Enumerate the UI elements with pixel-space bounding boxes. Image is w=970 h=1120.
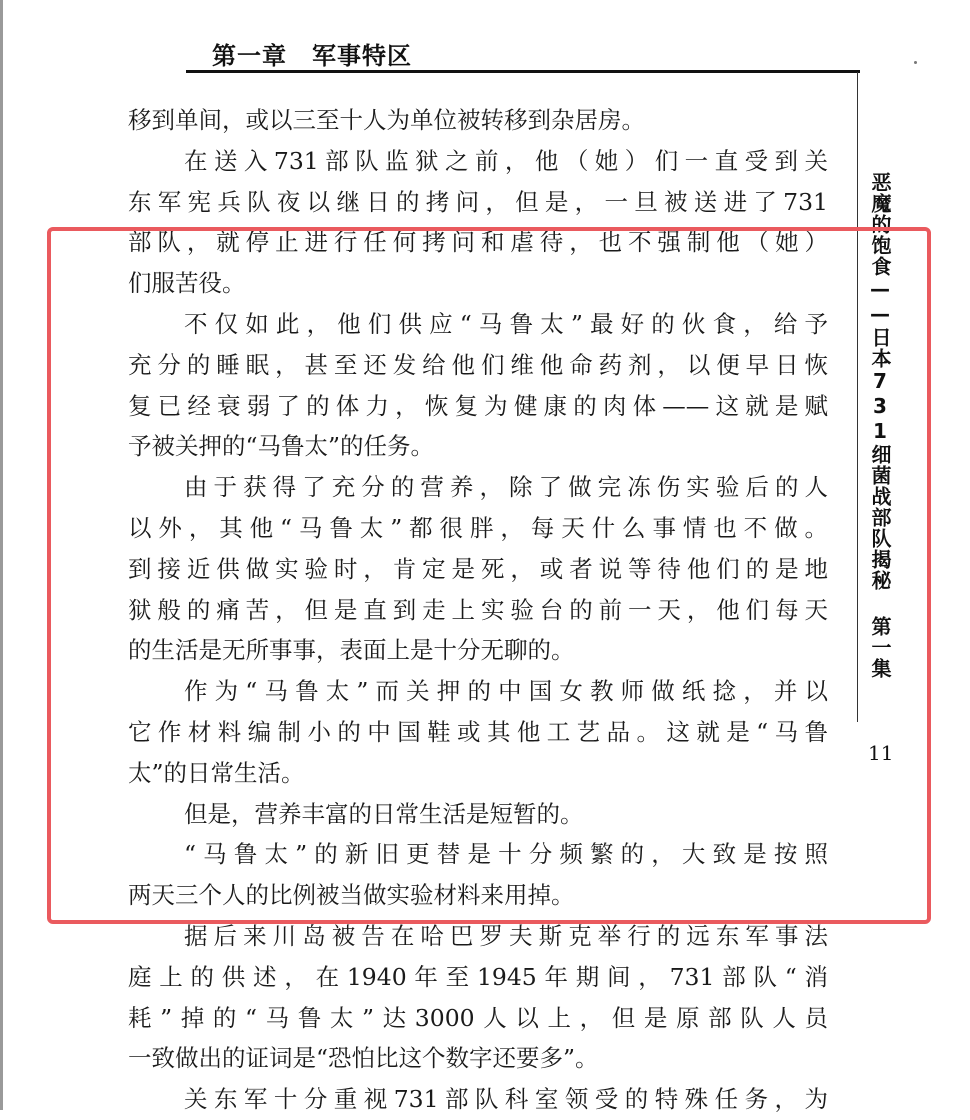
text-line: 到接近供做实验时，肯定是死，或者说等待他们的是地 <box>128 554 828 583</box>
text-line: 但是，营养丰富的日常生活是短暂的。 <box>184 799 584 828</box>
text-line: 庭上的供述，在1940年至1945年期间，731部队“消 <box>128 962 828 991</box>
text-line: 在送入731部队监狱之前，他（她）们一直受到关 <box>184 146 828 175</box>
text-line: 移到单间，或以三至十人为单位被转移到杂居房。 <box>128 106 645 134</box>
page-left-edge <box>0 0 3 1110</box>
text-line: 作为“马鲁太”而关押的中国女教师做纸捻，并以 <box>184 677 828 706</box>
text-line: 太”的日常生活。 <box>128 758 305 787</box>
text-line: 关东军十分重视731部队科室领受的特殊任务，为 <box>184 1085 828 1114</box>
text-line: 部队，就停止进行任何拷问和虐待，也不强制他（她） <box>128 228 828 257</box>
text-line: 不仅如此，他们供应“马鲁太”最好的伙食，给予 <box>184 309 828 338</box>
text-line: 它作材料编制小的中国鞋或其他工艺品。这就是“马鲁 <box>128 717 828 746</box>
text-line: 耗”掉的“马鲁太”达3000人以上，但是原部队人员 <box>128 1003 828 1032</box>
header-rule <box>186 70 860 73</box>
page-number: 11 <box>868 741 894 765</box>
text-line: 充分的睡眠，甚至还发给他们维他命药剂，以便早日恢 <box>128 350 828 379</box>
scan-dot <box>914 61 917 64</box>
text-line: 们服苦役。 <box>128 269 246 298</box>
text-line: 予被关押的“马鲁太”的任务。 <box>128 432 435 461</box>
text-line: 据后来川岛被告在哈巴罗夫斯克举行的远东军事法 <box>184 921 828 950</box>
text-line: 狱般的痛苦，但是直到走上实验台的前一天，他们每天 <box>128 595 828 624</box>
text-line: 以外，其他“马鲁太”都很胖，每天什么事情也不做。 <box>128 513 828 542</box>
side-book-title: 恶魔的饱食——日本731细菌战部队揭秘 第一集 <box>868 172 892 679</box>
text-line: 东军宪兵队夜以继日的拷问，但是，一旦被送进了731 <box>128 187 828 216</box>
text-line: 复已经衰弱了的体力，恢复为健康的肉体——这就是赋 <box>128 391 828 420</box>
chapter-header-title: 第一章 军事特区 <box>212 42 412 70</box>
text-line: 由于获得了充分的营养，除了做完冻伤实验后的人 <box>184 473 828 502</box>
highlight-box <box>47 227 931 924</box>
text-line: 一致做出的证词是“恐怕比这个数字还要多”。 <box>128 1044 599 1073</box>
text-line: 两天三个人的比例被当做实验材料来用掉。 <box>128 881 575 910</box>
text-line: “马鲁太”的新旧更替是十分频繁的，大致是按照 <box>184 840 828 869</box>
text-line: 的生活是无所事事，表面上是十分无聊的。 <box>128 636 575 665</box>
